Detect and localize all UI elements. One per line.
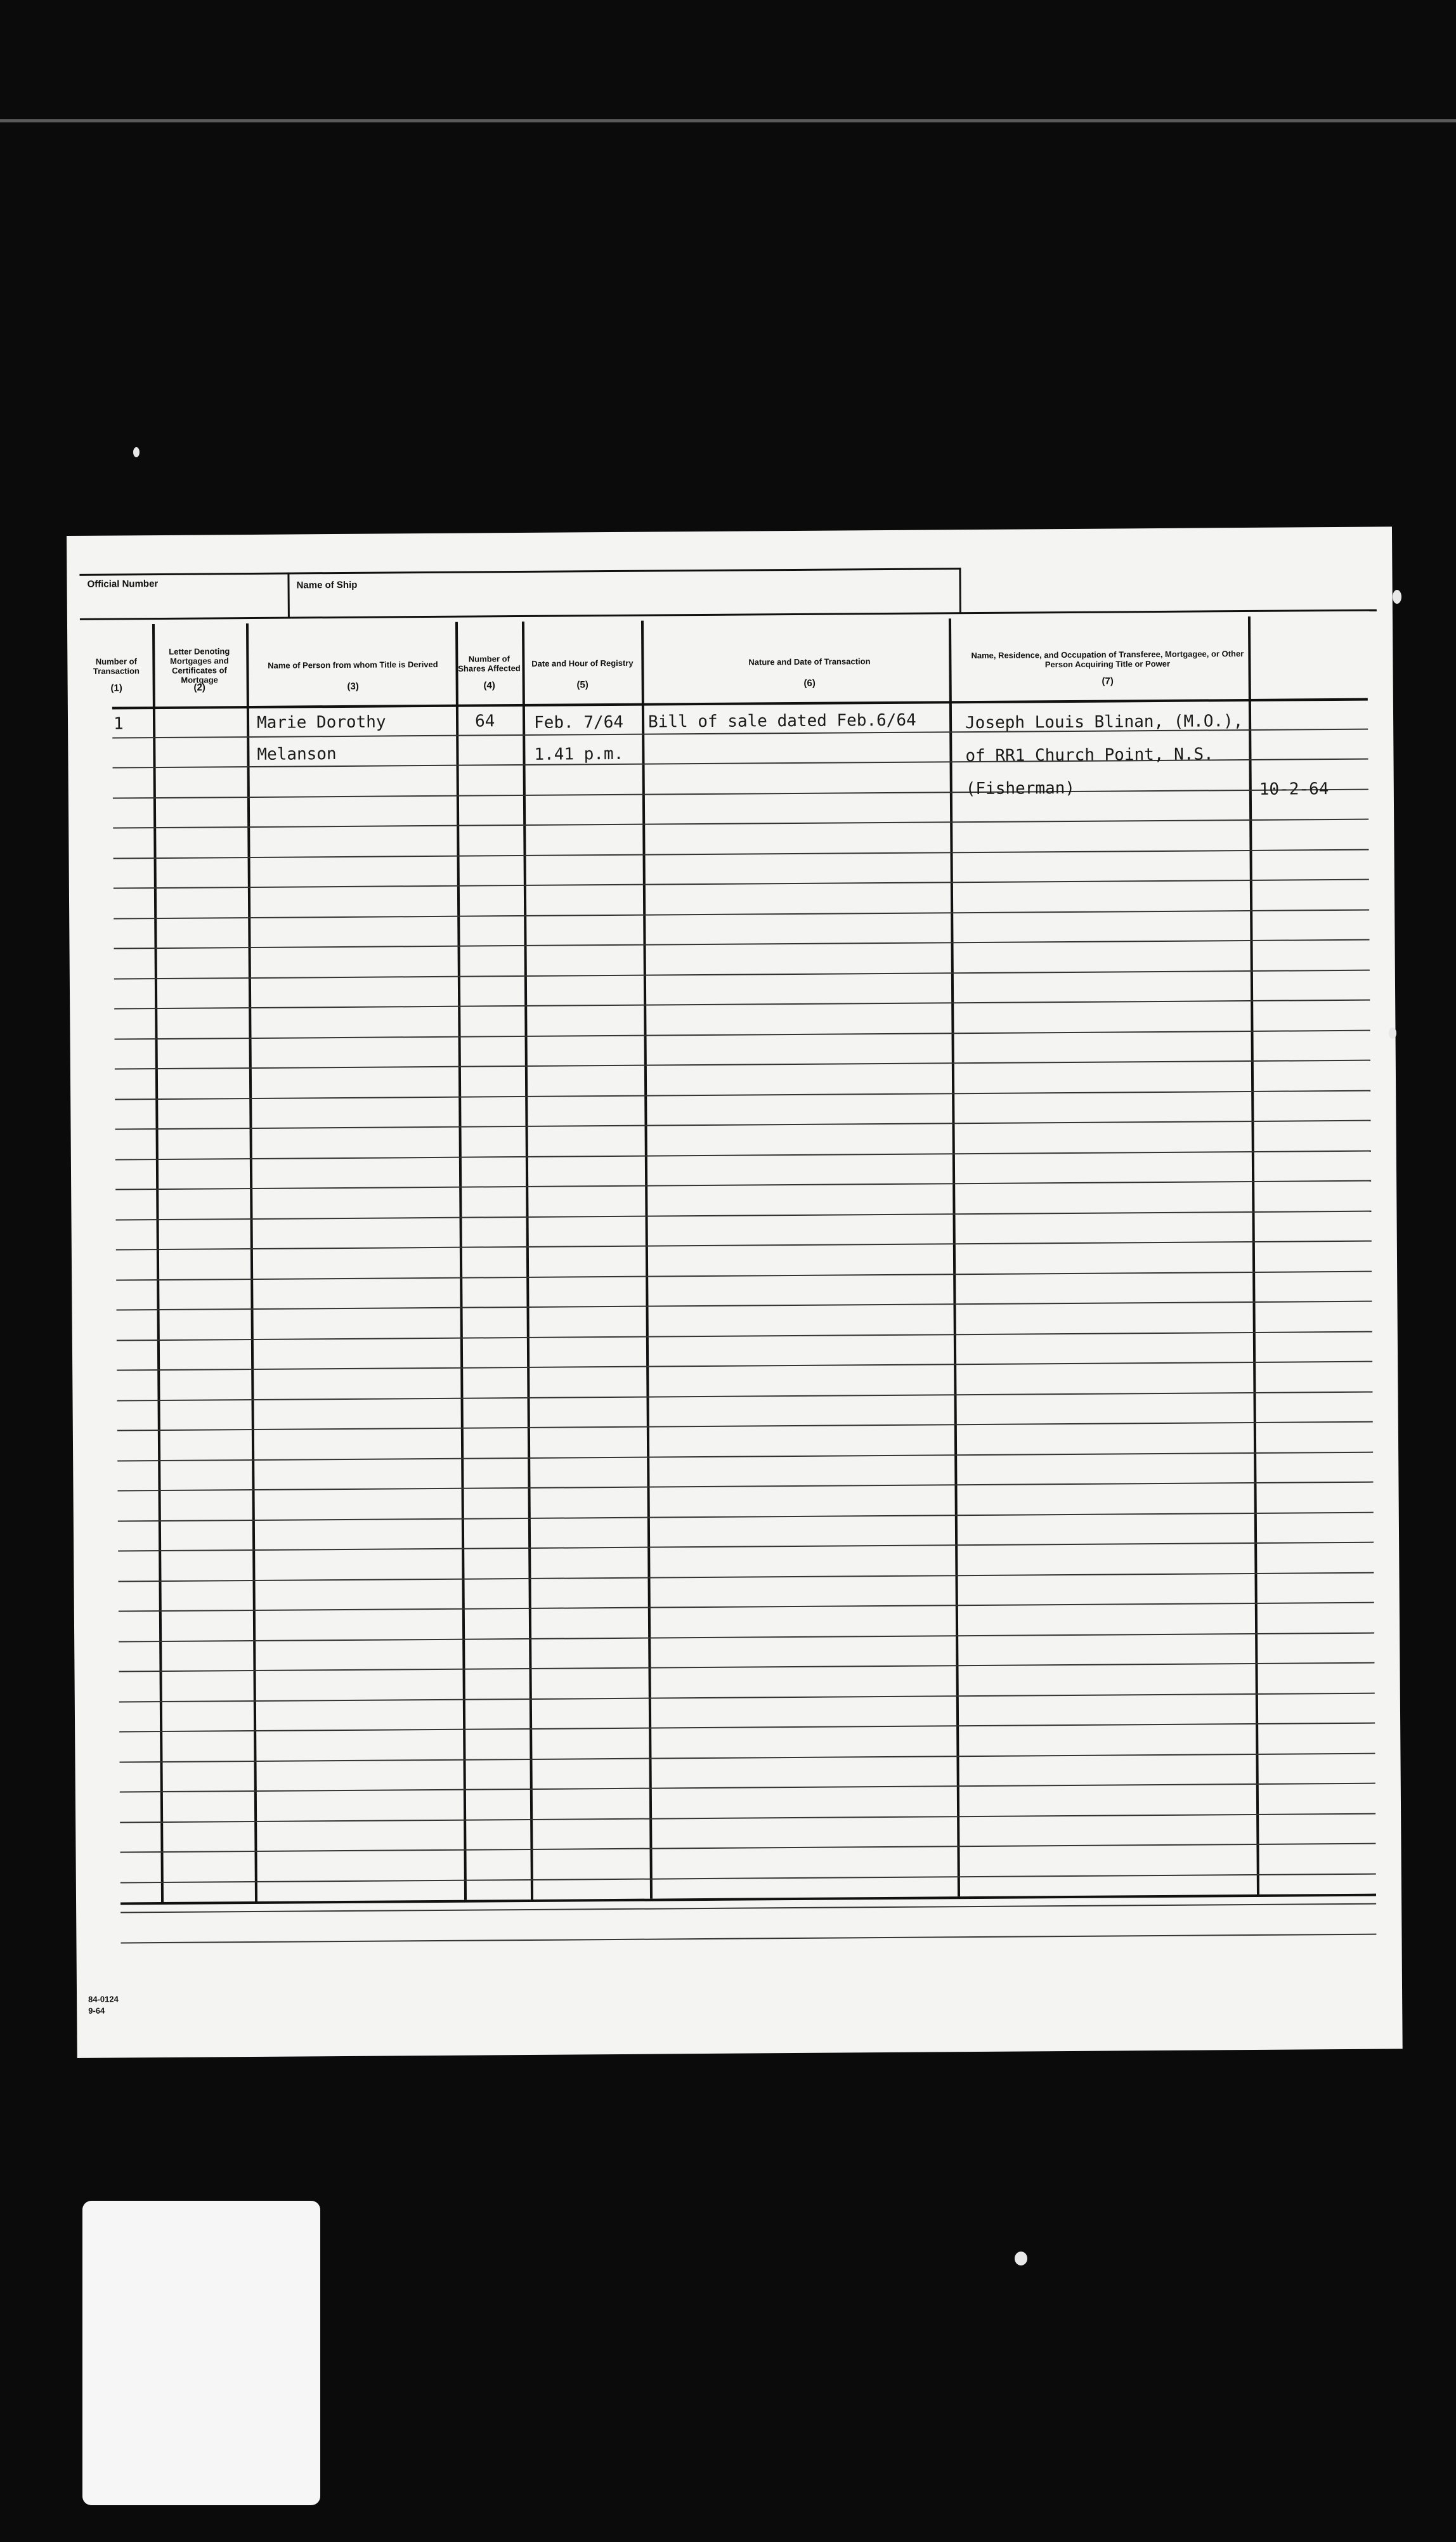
table-row-rule	[118, 1511, 1374, 1522]
column-divider	[949, 618, 960, 1896]
official-number-label: Official Number	[87, 578, 159, 590]
table-bottom-rule	[120, 1894, 1376, 1905]
column-number-5: (5)	[576, 679, 588, 691]
table-row-rule	[119, 1602, 1374, 1612]
column-divider	[455, 622, 467, 1900]
form-code: 84-0124	[88, 1994, 119, 2004]
name-of-ship-label: Name of Ship	[296, 579, 358, 591]
table-row-rule	[114, 1000, 1370, 1010]
table-row-rule	[115, 1090, 1370, 1100]
table-row-rule	[113, 788, 1368, 798]
person-from-line1: Marie Dorothy	[256, 712, 386, 733]
film-speck	[1015, 2252, 1027, 2265]
header-bottom-rule	[80, 609, 1377, 620]
column-divider	[1248, 616, 1259, 1894]
column-number-3: (3)	[347, 681, 359, 692]
table-row-rule	[117, 1421, 1373, 1431]
acquirer-line3: (Fisherman)	[965, 778, 1076, 799]
table-row-rule	[119, 1662, 1374, 1672]
registry-time: 1.41 p.m.	[534, 744, 624, 764]
column-divider	[641, 621, 653, 1899]
column-header-1: Number of Transaction	[93, 656, 140, 676]
table-row-rule	[120, 1903, 1376, 1913]
table-row-rule	[117, 1301, 1372, 1311]
transaction-nature: Bill of sale dated Feb.6/64	[647, 710, 916, 732]
film-speck	[133, 447, 140, 457]
header-top-rule	[79, 568, 961, 576]
table-row-rule	[114, 969, 1370, 979]
table-row-rule	[119, 1752, 1375, 1763]
table-row-rule	[119, 1632, 1374, 1642]
table-row-rule	[116, 1270, 1372, 1281]
table-row-rule	[120, 1873, 1376, 1883]
table-row-rule	[120, 1783, 1375, 1793]
table-row-rule	[114, 879, 1369, 889]
column-divider	[246, 623, 257, 1901]
column-header-3: Name of Person from whom Title is Derived	[268, 659, 438, 670]
ruled-lines	[67, 526, 1392, 536]
table-row-rule	[114, 939, 1370, 949]
acquirer-line1: Joseph Louis Blinan, (M.O.),	[965, 712, 1244, 733]
table-row-rule	[115, 1180, 1371, 1190]
table-row-rule	[117, 1361, 1372, 1371]
person-from-line2: Melanson	[257, 745, 337, 764]
overexposed-patch	[82, 2201, 320, 2505]
film-edge-line	[0, 119, 1456, 122]
header-right-edge	[959, 568, 961, 613]
column-number-1: (1)	[110, 682, 122, 694]
table-row-rule	[114, 909, 1369, 919]
table-row-rule	[113, 819, 1368, 829]
table-row-rule	[120, 1933, 1376, 1943]
table-row-rule	[120, 1813, 1375, 1823]
table-row-rule	[116, 1210, 1372, 1220]
column-header-6: Nature and Date of Transaction	[748, 656, 871, 667]
column-header-7: Name, Residence, and Occupation of Transferee, Mortgagee, or Other Person Acquiring Title or Power	[971, 649, 1244, 670]
table-row-rule	[118, 1542, 1374, 1552]
column-number-2: (2)	[193, 682, 205, 693]
table-row-rule	[115, 1029, 1370, 1040]
register-form	[67, 526, 1403, 2058]
column-header-2: Letter Denoting Mortgages and Certificates of Mortgage	[169, 646, 230, 685]
table-row-rule	[117, 1391, 1373, 1401]
transaction-number: 1	[113, 714, 124, 734]
table-row-rule	[118, 1572, 1374, 1582]
column-divider	[152, 624, 164, 1902]
column-header-5: Date and Hour of Registry	[531, 658, 634, 668]
column-number-6: (6)	[803, 677, 816, 689]
form-date: 9-64	[88, 2005, 105, 2016]
table-row-rule	[115, 1150, 1371, 1160]
table-row-rule	[117, 1331, 1372, 1341]
shares-affected: 64	[474, 712, 495, 731]
header-divider	[287, 573, 290, 618]
table-row-rule	[115, 1060, 1370, 1070]
table-row-rule	[114, 849, 1369, 859]
film-speck	[1393, 590, 1401, 604]
film-speck	[1389, 1027, 1396, 1039]
table-row-rule	[116, 1241, 1372, 1251]
table-row-rule	[117, 1451, 1373, 1461]
table-row-rule	[118, 1482, 1374, 1492]
table-row-rule	[120, 1843, 1375, 1853]
margin-date: 10-2-64	[1259, 779, 1329, 799]
table-row-rule	[119, 1692, 1375, 1702]
column-divider	[522, 622, 533, 1900]
registry-date: Feb. 7/64	[533, 712, 624, 733]
table-row-rule	[119, 1723, 1375, 1733]
column-header-4: Number of Shares Affected	[458, 654, 521, 674]
table-row-rule	[115, 1120, 1371, 1130]
column-number-4: (4)	[483, 680, 495, 691]
acquirer-line2: of RR1 Church Point, N.S.	[965, 745, 1214, 766]
column-number-7: (7)	[1102, 675, 1114, 687]
